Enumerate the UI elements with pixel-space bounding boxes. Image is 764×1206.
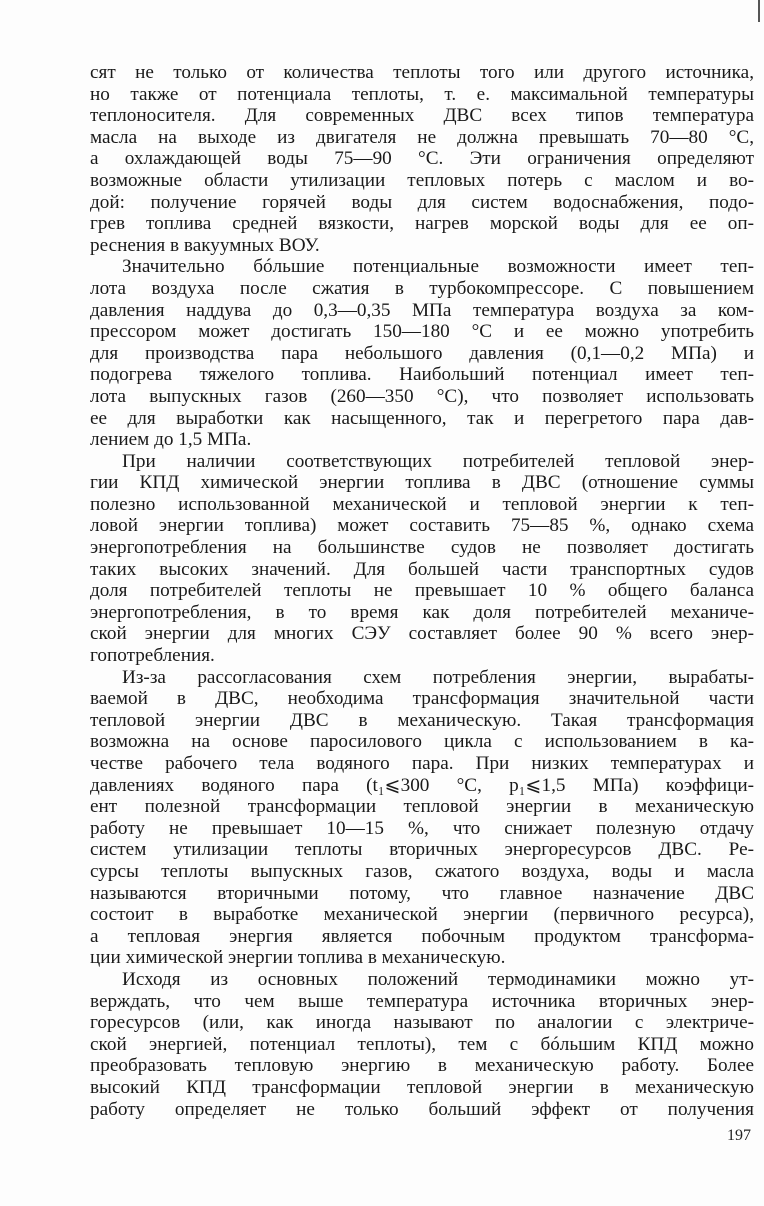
text-line: преобразовать тепловую энергию в механическую работу. Более [90,1055,754,1077]
text-line: прессором может достигать 150—180 °С и ее можно употребить [90,321,754,343]
text-line: При наличии соответствующих потребителей тепловой энер- [122,450,754,472]
text-line: ской энергией, потенциал теплоты), тем с бóльшим КПД можно [90,1033,754,1055]
text-line: теплоносителя. Для современных ДВС всех типов температура [90,105,754,127]
text-line: давлениях водяного пара (t₁⩽300 °С, p₁⩽1,5 МПа) коэффици- [90,774,754,796]
text-line: для производства пара небольшого давления (0,1—0,2 МПа) и [90,342,754,364]
text-line: дой: получение горячей воды для систем водоснабжения, подо- [90,191,754,213]
text-line: полезно использованной механической и тепловой энергии к теп- [90,493,754,515]
text-line: гии КПД химической энергии топлива в ДВС (отношение суммы [90,472,754,494]
text-line: лением до 1,5 МПа. [90,429,252,451]
text-line: состоит в выработке механической энергии (первичного ресурса), [90,904,754,926]
text-line: энергопотребления на большинстве судов не позволяет достигать [90,537,754,559]
text-line: а охлаждающей воды 75—90 °С. Эти ограничения определяют [90,148,754,170]
text-line: Из-за рассогласования схем потребления энергии, вырабаты- [122,666,754,688]
text-line: честве рабочего тела водяного пара. При низких температурах и [90,753,754,774]
text-line: сят не только от количества теплоты того или другого источника, [90,62,754,83]
scan-edge-mark [758,0,760,22]
text-line: Исходя из основных положений термодинамики можно ут- [122,968,754,990]
text-line: работу не превышает 10—15 %, что снижает полезную отдачу [90,817,754,839]
text-line: давления наддува до 0,3—0,35 МПа температура воздуха за ком- [90,299,754,321]
text-line: а тепловая энергия является побочным продуктом трансформа- [90,925,754,947]
text-line: тепловой энергии ДВС в механическую. Такая трансформация [90,709,754,731]
text-line: высокий КПД трансформации тепловой энергии в механическую [90,1076,754,1098]
text-line: возможна на основе паросилового цикла с использованием в ка- [90,731,754,753]
text-line: верждать, что чем выше температура источника вторичных энер- [90,990,754,1012]
text-line: гопотребления. [90,645,215,667]
text-line: масла на выходе из двигателя не должна превышать 70—80 °С, [90,126,754,148]
text-line: ее для выработки как насыщенного, так и перегретого пара дав- [90,407,754,429]
text-line: ент полезной трансформации тепловой энергии в механическую [90,796,754,818]
text-line: реснения в вакуумных ВОУ. [90,234,320,256]
text-line: лота выпускных газов (260—350 °С), что позволяет использовать [90,385,754,407]
page-number: 197 [727,1127,751,1144]
text-line: систем утилизации теплоты вторичных энергоресурсов ДВС. Ре- [90,839,754,861]
text-line: ловой энергии топлива) может составить 75—85 %, однако схема [90,515,754,537]
text-line: ваемой в ДВС, необходима трансформация значительной части [90,688,754,710]
text-line: называются вторичными потому, что главное назначение ДВС [90,882,754,904]
text-line: Значительно бóльшие потенциальные возможности имеет теп- [122,256,754,278]
text-line: но также от потенциала теплоты, т. е. максимальной температуры [90,83,754,105]
text-line: работу определяет не только больший эффект от получения [90,1098,754,1120]
text-line: сурсы теплоты выпускных газов, сжатого воздуха, воды и масла [90,860,754,882]
text-line: лота воздуха после сжатия в турбокомпрессоре. С повышением [90,277,754,299]
text-line: грев топлива средней вязкости, нагрев морской воды для ее оп- [90,213,754,235]
body-text [90,62,754,1120]
text-line: ской энергии для многих СЭУ составляет более 90 % всего энер- [90,623,754,645]
text-line: энергопотребления, в то время как доля потребителей механиче- [90,601,754,623]
text-line: горесурсов (или, как иногда называют по аналогии с электриче- [90,1012,754,1034]
text-line: доля потребителей теплоты не превышает 10 % общего баланса [90,580,754,602]
text-line: таких высоких значений. Для большей части транспортных судов [90,558,754,580]
text-line: ции химической энергии топлива в механическую. [90,947,506,969]
text-line: подогрева тяжелого топлива. Наибольший потенциал имеет теп- [90,364,754,386]
text-line: возможные области утилизации тепловых потерь с маслом и во- [90,169,754,191]
